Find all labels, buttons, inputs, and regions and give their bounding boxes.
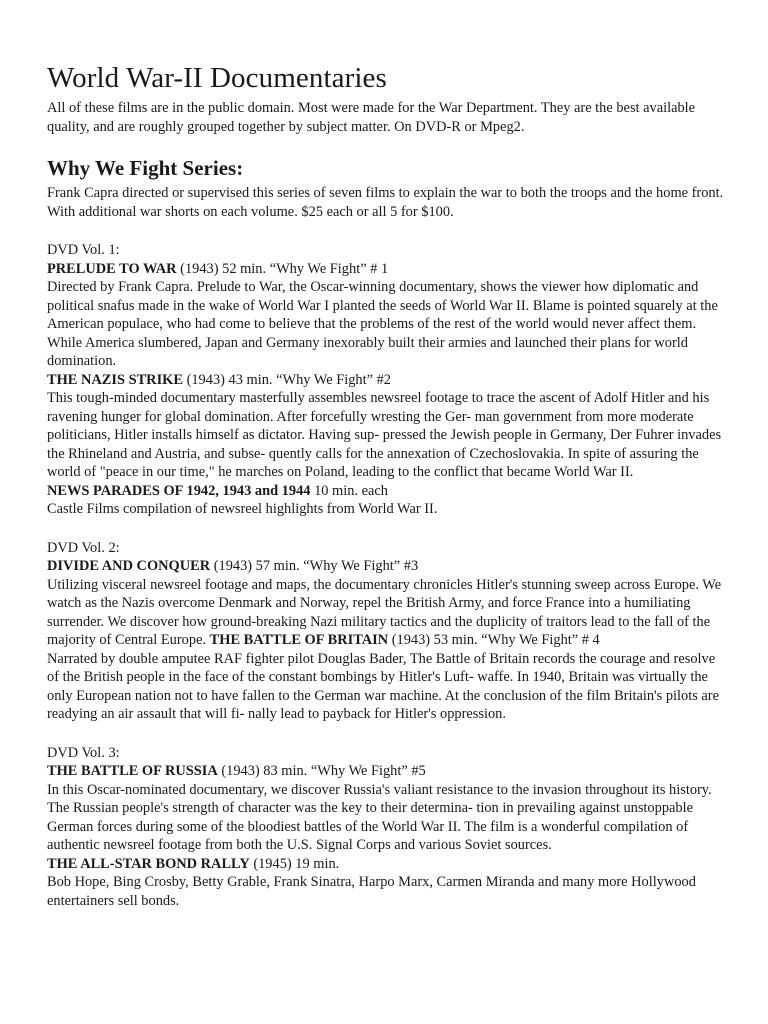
film-title: DIVIDE AND CONQUER [47,558,211,574]
dvd-volume-1 [47,241,728,519]
film-title: NEWS PARADES OF 1942, 1943 and 1944 [47,482,311,499]
page-title: World War-II Documentaries [47,62,387,94]
film-description: Directed by Frank Capra. Prelude to War, the Oscar-winning documentary, shows the viewer how diplomatic and political snafus made in the wake of World War I planted the seeds of World War II. Blame is pointed squarely at the American populace, who had come to believe that the problems of the rest of the world would never affect them. While America slumbered, Japan and Germany inexorably built their armies and launched their plans for world domination. [47,279,718,369]
film-heading [47,855,728,874]
film-heading [47,557,728,576]
film-title: PRELUDE TO WAR [47,260,177,277]
film-meta: (1945) 19 min. [249,855,340,872]
film-description: Castle Films compilation of newsreel highlights from World War II. [47,501,438,517]
film-title: THE BATTLE OF RUSSIA [47,763,218,779]
dvd-volume-2 [47,539,728,724]
film-title: THE ALL-STAR BOND RALLY [47,855,250,872]
film-description [47,576,728,650]
film-heading [47,762,728,781]
film-heading [47,371,728,390]
volume-label: DVD Vol. 2: [47,539,120,556]
film-heading [47,482,728,501]
film-title: THE NAZIS STRIKE [47,371,183,388]
film-meta: 10 min. each [310,482,388,499]
film-description-text: Utilizing visceral newsreel footage and maps, the documentary chronicles Hitler's stunning sweep across Europe. We watch as the Nazis overcome Denmark and Norway, repel the British Army, and force France into a humiliating surrender. We discover how ground-breaking Nazi military tactics and the duplicity of traitors lead to the fall of the majority of Central Europe. [47,576,722,648]
series-heading: Why We Fight Series: [47,156,244,180]
series-description: Frank Capra directed or supervised this series of seven films to explain the war to both the troops and the home front. With additional war shorts on each volume. $25 each or all 5 for $100. [47,185,724,220]
film-meta: (1943) 53 min. “Why We Fight” # 4 [388,632,600,648]
film-heading [47,260,728,279]
film-description: This tough-minded documentary masterfully assembles newsreel footage to trace the ascent of Adolf Hitler and his ravening hunger for global domination. After forcefully wresting the Ger- man government from more moderate politicians, Hitler installs himself as dictator. Having sup- pressed the Jewish people in Germany, Der Fuhrer invades the Rhineland and Austria, and subse- quently calls for the annexation of Czechoslovakia. In spite of assuring the world of "peace in our time," he marches on Poland, leading to the conflict that became World War II. [47,390,722,480]
film-meta: (1943) 43 min. “Why We Fight” #2 [182,371,391,388]
film-description: In this Oscar-nominated documentary, we discover Russia's valiant resistance to the invasion throughout its history. The Russian people's strength of character was the key to their determina- tion in prevailing against unstoppable German forces during some of the bloodiest battles of the World War II. The film is a wonderful compilation of authentic newsreel footage from both the U.S. Signal Corps and various Soviet sources. [47,781,712,853]
volume-label: DVD Vol. 1: [47,242,120,258]
intro-paragraph: All of these films are in the public domain. Most were made for the War Department. They are the best available quality, and are roughly grouped together by subject matter. On DVD-R or Mpeg2. [47,100,696,135]
film-description: Narrated by double amputee RAF fighter pilot Douglas Bader, The Battle of Britain records the courage and resolve of the British people in the face of the constant bombings by Hitler's Luft- waffe. In 1940, Britain was virtually the only European nation not to have fallen to the German war machine. At the conclusion of the film Britain's pilots are readying an air assault that will fi- nally lead to payback for Hitler's oppression. [47,650,719,722]
volume-label: DVD Vol. 3: [47,744,120,761]
dvd-volume-3 [47,744,728,911]
film-title: THE BATTLE OF BRITAIN [209,632,389,648]
film-meta: (1943) 83 min. “Why We Fight” #5 [217,763,426,779]
film-meta: (1943) 57 min. “Why We Fight” #3 [210,558,419,574]
film-description: Bob Hope, Bing Crosby, Betty Grable, Frank Sinatra, Harpo Marx, Carmen Miranda and many more Hollywood entertainers sell bonds. [47,874,696,909]
film-meta: (1943) 52 min. “Why We Fight” # 1 [176,260,389,277]
